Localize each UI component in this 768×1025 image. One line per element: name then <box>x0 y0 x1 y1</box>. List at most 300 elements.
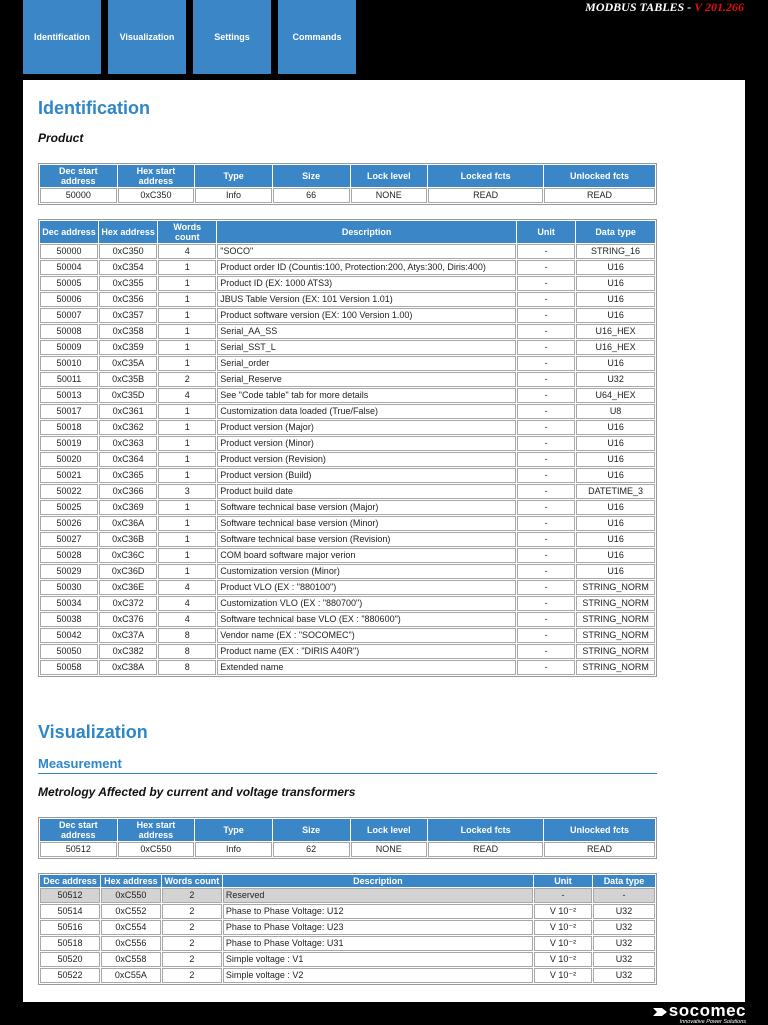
cell-dec-address: 50038 <box>40 612 98 627</box>
header-dec-address: Dec address <box>40 221 98 243</box>
cell-description: Reserved <box>223 888 533 903</box>
cell-data-type: U16 <box>576 532 655 547</box>
cell-hex-address: 0xC558 <box>101 952 161 967</box>
cell-hex-start-address: 0xC550 <box>118 842 195 857</box>
header-lock-level: Lock level <box>351 165 428 187</box>
cell-hex-address: 0xC357 <box>99 308 157 323</box>
cell-hex-address: 0xC552 <box>101 904 161 919</box>
header-type: Type <box>195 165 272 187</box>
table-row <box>40 888 655 903</box>
cell-hex-address: 0xC358 <box>99 324 157 339</box>
cell-data-type: DATETIME_3 <box>576 484 655 499</box>
cell-data-type: U32 <box>593 952 655 967</box>
cell-type: Info <box>195 188 272 203</box>
table-row <box>40 628 655 643</box>
header-dec-address: Dec address <box>40 875 100 887</box>
logo-name: socomec <box>668 1001 746 1020</box>
table-row <box>40 356 655 371</box>
cell-description: Product ID (EX: 1000 ATS3) <box>217 276 516 291</box>
header-hex-address: Hex address <box>101 875 161 887</box>
cell-locked-fcts: READ <box>428 188 543 203</box>
cell-hex-address: 0xC36C <box>99 548 157 563</box>
cell-dec-address: 50007 <box>40 308 98 323</box>
table-row <box>40 324 655 339</box>
cell-data-type: STRING_NORM <box>576 612 655 627</box>
cell-unit: - <box>517 372 575 387</box>
tab-settings[interactable]: Settings <box>193 0 271 74</box>
cell-description: Phase to Phase Voltage: U23 <box>223 920 533 935</box>
cell-hex-address: 0xC382 <box>99 644 157 659</box>
cell-words-count: 1 <box>158 260 216 275</box>
cell-dec-address: 50042 <box>40 628 98 643</box>
cell-unit: - <box>517 516 575 531</box>
table-row <box>40 500 655 515</box>
cell-unit: - <box>517 612 575 627</box>
cell-words-count: 2 <box>158 372 216 387</box>
cell-words-count: 8 <box>158 628 216 643</box>
table-row <box>40 420 655 435</box>
cell-hex-address: 0xC356 <box>99 292 157 307</box>
cell-description: JBUS Table Version (EX: 101 Version 1.01) <box>217 292 516 307</box>
cell-words-count: 2 <box>162 920 222 935</box>
cell-hex-address: 0xC361 <box>99 404 157 419</box>
table-row <box>40 516 655 531</box>
logo-tagline: Innovative Power Solutions <box>679 1019 746 1025</box>
socomec-arrow-icon <box>653 1006 667 1018</box>
cell-description: "SOCO" <box>217 244 516 259</box>
table-row <box>40 596 655 611</box>
cell-description: Product software version (EX: 100 Version 1.00) <box>217 308 516 323</box>
cell-dec-address: 50026 <box>40 516 98 531</box>
register-table-body <box>40 888 655 983</box>
cell-data-type: U32 <box>576 372 655 387</box>
cell-data-type: U8 <box>576 404 655 419</box>
register-table-body <box>40 244 655 675</box>
socomec-logo <box>653 1002 746 1025</box>
cell-unit: - <box>517 244 575 259</box>
cell-data-type: U16 <box>576 452 655 467</box>
header-dec-start-address: Dec start address <box>40 165 117 187</box>
cell-hex-address: 0xC366 <box>99 484 157 499</box>
table-row <box>40 532 655 547</box>
table-row <box>40 952 655 967</box>
cell-words-count: 3 <box>158 484 216 499</box>
cell-unit: - <box>517 260 575 275</box>
cell-description: Product version (Build) <box>217 468 516 483</box>
identification-register-table <box>38 219 657 677</box>
header-size: Size <box>273 819 350 841</box>
cell-data-type: STRING_NORM <box>576 580 655 595</box>
cell-words-count: 8 <box>158 644 216 659</box>
cell-words-count: 1 <box>158 404 216 419</box>
cell-words-count: 1 <box>158 436 216 451</box>
cell-words-count: 1 <box>158 532 216 547</box>
cell-words-count: 1 <box>158 564 216 579</box>
cell-hex-address: 0xC36E <box>99 580 157 595</box>
cell-data-type: U16 <box>576 436 655 451</box>
summary-row <box>40 842 655 857</box>
cell-description: Product VLO (EX : "880100") <box>217 580 516 595</box>
cell-unit: - <box>517 308 575 323</box>
cell-type: Info <box>195 842 272 857</box>
cell-description: Product name (EX : "DIRIS A40R") <box>217 644 516 659</box>
tab-identification[interactable]: Identification <box>23 0 101 74</box>
cell-unit: - <box>517 596 575 611</box>
cell-hex-address: 0xC364 <box>99 452 157 467</box>
cell-dec-address: 50020 <box>40 452 98 467</box>
cell-dec-address: 50028 <box>40 548 98 563</box>
register-header-row <box>40 221 655 243</box>
table-row <box>40 340 655 355</box>
cell-data-type: U16 <box>576 292 655 307</box>
cell-data-type: U16 <box>576 516 655 531</box>
table-row <box>40 452 655 467</box>
cell-data-type: U16 <box>576 276 655 291</box>
cell-dec-address: 50019 <box>40 436 98 451</box>
table-row <box>40 904 655 919</box>
cell-unit: V 10⁻² <box>534 952 592 967</box>
cell-hex-address: 0xC35D <box>99 388 157 403</box>
cell-data-type: U32 <box>593 920 655 935</box>
table-row <box>40 404 655 419</box>
cell-description: Simple voltage : V1 <box>223 952 533 967</box>
register-header-row <box>40 875 655 887</box>
cell-dec-address: 50025 <box>40 500 98 515</box>
header-hex-start-address: Hex start address <box>118 819 195 841</box>
cell-words-count: 1 <box>158 420 216 435</box>
header-description: Description <box>223 875 533 887</box>
cell-unit: - <box>517 436 575 451</box>
cell-data-type: U16 <box>576 548 655 563</box>
cell-data-type: U16 <box>576 260 655 275</box>
table-row <box>40 968 655 983</box>
cell-hex-address: 0xC376 <box>99 612 157 627</box>
cell-data-type: U16 <box>576 420 655 435</box>
cell-words-count: 1 <box>158 340 216 355</box>
header-unit: Unit <box>534 875 592 887</box>
cell-unit: - <box>517 356 575 371</box>
cell-unit: - <box>534 888 592 903</box>
cell-description: Product version (Minor) <box>217 436 516 451</box>
cell-locked-fcts: READ <box>428 842 543 857</box>
header-type: Type <box>195 819 272 841</box>
cell-dec-address: 50017 <box>40 404 98 419</box>
header-data-type: Data type <box>593 875 655 887</box>
cell-words-count: 4 <box>158 580 216 595</box>
cell-words-count: 1 <box>158 516 216 531</box>
cell-dec-address: 50522 <box>40 968 100 983</box>
table-row <box>40 564 655 579</box>
identification-summary-table <box>38 163 657 205</box>
cell-data-type: U32 <box>593 968 655 983</box>
cell-unit: - <box>517 404 575 419</box>
tab-visualization[interactable]: Visualization <box>108 0 186 74</box>
main-nav <box>23 0 356 74</box>
cell-unlocked-fcts: READ <box>544 188 655 203</box>
table-row <box>40 548 655 563</box>
cell-size: 66 <box>273 188 350 203</box>
measurement-section-heading: Measurement <box>38 756 122 771</box>
header-dec-start-address: Dec start address <box>40 819 117 841</box>
table-row <box>40 644 655 659</box>
header-unit: Unit <box>517 221 575 243</box>
table-row <box>40 260 655 275</box>
cell-unit: - <box>517 388 575 403</box>
cell-description: Phase to Phase Voltage: U31 <box>223 936 533 951</box>
cell-unit: V 10⁻² <box>534 920 592 935</box>
cell-hex-address: 0xC354 <box>99 260 157 275</box>
cell-description: Vendor name (EX : "SOCOMEC") <box>217 628 516 643</box>
cell-hex-address: 0xC362 <box>99 420 157 435</box>
table-row <box>40 580 655 595</box>
cell-dec-address: 50005 <box>40 276 98 291</box>
cell-dec-address: 50021 <box>40 468 98 483</box>
cell-unit: - <box>517 628 575 643</box>
section-divider <box>38 773 657 774</box>
document-version: V 201.266 <box>694 0 744 14</box>
cell-dec-address: 50022 <box>40 484 98 499</box>
cell-unit: - <box>517 324 575 339</box>
cell-dec-address: 50027 <box>40 532 98 547</box>
cell-dec-address: 50008 <box>40 324 98 339</box>
cell-data-type: U16_HEX <box>576 324 655 339</box>
cell-hex-address: 0xC556 <box>101 936 161 951</box>
cell-data-type: STRING_16 <box>576 244 655 259</box>
cell-unit: - <box>517 340 575 355</box>
cell-words-count: 2 <box>162 936 222 951</box>
cell-words-count: 1 <box>158 324 216 339</box>
table-row <box>40 484 655 499</box>
header-lock-level: Lock level <box>351 819 428 841</box>
document-title-text: MODBUS TABLES - <box>585 0 695 14</box>
cell-description: Software technical base VLO (EX : "880600") <box>217 612 516 627</box>
cell-description: Phase to Phase Voltage: U12 <box>223 904 533 919</box>
header-description: Description <box>217 221 516 243</box>
cell-description: Serial_AA_SS <box>217 324 516 339</box>
header-unlocked-fcts: Unlocked fcts <box>544 819 655 841</box>
top-bar <box>0 0 768 80</box>
cell-dec-address: 50518 <box>40 936 100 951</box>
cell-data-type: STRING_NORM <box>576 596 655 611</box>
cell-data-type: U16 <box>576 564 655 579</box>
cell-dec-address: 50006 <box>40 292 98 307</box>
header-locked-fcts: Locked fcts <box>428 165 543 187</box>
cell-data-type: STRING_NORM <box>576 660 655 675</box>
cell-unlocked-fcts: READ <box>544 842 655 857</box>
cell-description: Software technical base version (Major) <box>217 500 516 515</box>
table-row <box>40 436 655 451</box>
cell-hex-address: 0xC36D <box>99 564 157 579</box>
cell-dec-address: 50514 <box>40 904 100 919</box>
cell-hex-start-address: 0xC350 <box>118 188 195 203</box>
cell-words-count: 1 <box>158 548 216 563</box>
header-size: Size <box>273 165 350 187</box>
cell-description: Product order ID (Countis:100, Protection:200, Atys:300, Diris:400) <box>217 260 516 275</box>
cell-unit: - <box>517 276 575 291</box>
cell-dec-address: 50018 <box>40 420 98 435</box>
cell-data-type: U64_HEX <box>576 388 655 403</box>
cell-description: Extended name <box>217 660 516 675</box>
cell-dec-address: 50058 <box>40 660 98 675</box>
cell-data-type: U16 <box>576 356 655 371</box>
visualization-summary-table <box>38 817 657 859</box>
cell-unit: V 10⁻² <box>534 904 592 919</box>
cell-description: Software technical base version (Revision) <box>217 532 516 547</box>
product-subheading: Product <box>38 131 84 145</box>
cell-description: Serial_Reserve <box>217 372 516 387</box>
cell-unit: - <box>517 564 575 579</box>
cell-data-type: - <box>593 888 655 903</box>
cell-dec-address: 50520 <box>40 952 100 967</box>
cell-dec-start-address: 50000 <box>40 188 117 203</box>
cell-words-count: 1 <box>158 292 216 307</box>
cell-unit: - <box>517 660 575 675</box>
cell-words-count: 4 <box>158 596 216 611</box>
cell-dec-address: 50004 <box>40 260 98 275</box>
cell-hex-address: 0xC369 <box>99 500 157 515</box>
header-hex-address: Hex address <box>99 221 157 243</box>
cell-data-type: U32 <box>593 936 655 951</box>
cell-hex-address: 0xC36B <box>99 532 157 547</box>
cell-unit: - <box>517 500 575 515</box>
table-row <box>40 308 655 323</box>
cell-words-count: 1 <box>158 308 216 323</box>
cell-words-count: 1 <box>158 452 216 467</box>
cell-dec-address: 50512 <box>40 888 100 903</box>
table-row <box>40 388 655 403</box>
cell-hex-address: 0xC372 <box>99 596 157 611</box>
summary-row <box>40 188 655 203</box>
table-row <box>40 612 655 627</box>
header-unlocked-fcts: Unlocked fcts <box>544 165 655 187</box>
cell-hex-address: 0xC363 <box>99 436 157 451</box>
cell-unit: - <box>517 468 575 483</box>
header-words-count: Words count <box>158 221 216 243</box>
cell-description: Product version (Major) <box>217 420 516 435</box>
cell-description: Simple voltage : V2 <box>223 968 533 983</box>
cell-data-type: STRING_NORM <box>576 628 655 643</box>
cell-unit: - <box>517 452 575 467</box>
cell-data-type: U16 <box>576 308 655 323</box>
table-row <box>40 244 655 259</box>
cell-words-count: 2 <box>162 904 222 919</box>
cell-hex-address: 0xC37A <box>99 628 157 643</box>
table-row <box>40 372 655 387</box>
header-words-count: Words count <box>162 875 222 887</box>
cell-dec-address: 50011 <box>40 372 98 387</box>
tab-commands[interactable]: Commands <box>278 0 356 74</box>
cell-hex-address: 0xC355 <box>99 276 157 291</box>
cell-dec-address: 50034 <box>40 596 98 611</box>
cell-words-count: 2 <box>162 888 222 903</box>
cell-dec-address: 50050 <box>40 644 98 659</box>
cell-dec-address: 50516 <box>40 920 100 935</box>
table-row <box>40 936 655 951</box>
cell-dec-address: 50009 <box>40 340 98 355</box>
table-row <box>40 468 655 483</box>
identification-heading: Identification <box>38 98 150 118</box>
cell-description: See "Code table" tab for more details <box>217 388 516 403</box>
cell-unit: V 10⁻² <box>534 936 592 951</box>
cell-dec-address: 50029 <box>40 564 98 579</box>
cell-description: Serial_SST_L <box>217 340 516 355</box>
metrology-subheading: Metrology Affected by current and voltage transformers <box>38 785 356 799</box>
cell-description: COM board software major verion <box>217 548 516 563</box>
cell-words-count: 4 <box>158 388 216 403</box>
cell-words-count: 4 <box>158 612 216 627</box>
cell-hex-address: 0xC359 <box>99 340 157 355</box>
cell-unit: V 10⁻² <box>534 968 592 983</box>
cell-description: Product build date <box>217 484 516 499</box>
summary-header-row <box>40 819 655 841</box>
table-row <box>40 292 655 307</box>
header-hex-start-address: Hex start address <box>118 165 195 187</box>
cell-data-type: U16 <box>576 500 655 515</box>
document-title <box>585 0 744 15</box>
cell-description: Customization data loaded (True/False) <box>217 404 516 419</box>
cell-data-type: U32 <box>593 904 655 919</box>
cell-unit: - <box>517 420 575 435</box>
cell-data-type: STRING_NORM <box>576 644 655 659</box>
cell-hex-address: 0xC35B <box>99 372 157 387</box>
cell-description: Customization VLO (EX : "880700") <box>217 596 516 611</box>
summary-header-row <box>40 165 655 187</box>
cell-description: Customization version (Minor) <box>217 564 516 579</box>
cell-hex-address: 0xC38A <box>99 660 157 675</box>
cell-words-count: 2 <box>162 952 222 967</box>
cell-hex-address: 0xC554 <box>101 920 161 935</box>
cell-hex-address: 0xC550 <box>101 888 161 903</box>
cell-description: Software technical base version (Minor) <box>217 516 516 531</box>
table-row <box>40 660 655 675</box>
cell-hex-address: 0xC365 <box>99 468 157 483</box>
cell-unit: - <box>517 644 575 659</box>
cell-hex-address: 0xC55A <box>101 968 161 983</box>
cell-hex-address: 0xC350 <box>99 244 157 259</box>
header-data-type: Data type <box>576 221 655 243</box>
cell-data-type: U16_HEX <box>576 340 655 355</box>
cell-words-count: 1 <box>158 356 216 371</box>
cell-dec-address: 50030 <box>40 580 98 595</box>
cell-unit: - <box>517 548 575 563</box>
header-locked-fcts: Locked fcts <box>428 819 543 841</box>
cell-hex-address: 0xC35A <box>99 356 157 371</box>
cell-dec-start-address: 50512 <box>40 842 117 857</box>
visualization-register-table <box>38 873 657 985</box>
cell-words-count: 2 <box>162 968 222 983</box>
cell-unit: - <box>517 484 575 499</box>
cell-size: 62 <box>273 842 350 857</box>
cell-words-count: 4 <box>158 244 216 259</box>
visualization-heading: Visualization <box>38 722 148 742</box>
cell-data-type: U16 <box>576 468 655 483</box>
cell-dec-address: 50010 <box>40 356 98 371</box>
page-sheet <box>23 80 745 1002</box>
cell-hex-address: 0xC36A <box>99 516 157 531</box>
cell-words-count: 1 <box>158 276 216 291</box>
cell-unit: - <box>517 580 575 595</box>
cell-lock-level: NONE <box>351 842 428 857</box>
cell-words-count: 1 <box>158 500 216 515</box>
cell-lock-level: NONE <box>351 188 428 203</box>
table-row <box>40 920 655 935</box>
cell-dec-address: 50013 <box>40 388 98 403</box>
cell-words-count: 8 <box>158 660 216 675</box>
table-row <box>40 276 655 291</box>
cell-description: Serial_order <box>217 356 516 371</box>
cell-dec-address: 50000 <box>40 244 98 259</box>
cell-unit: - <box>517 292 575 307</box>
